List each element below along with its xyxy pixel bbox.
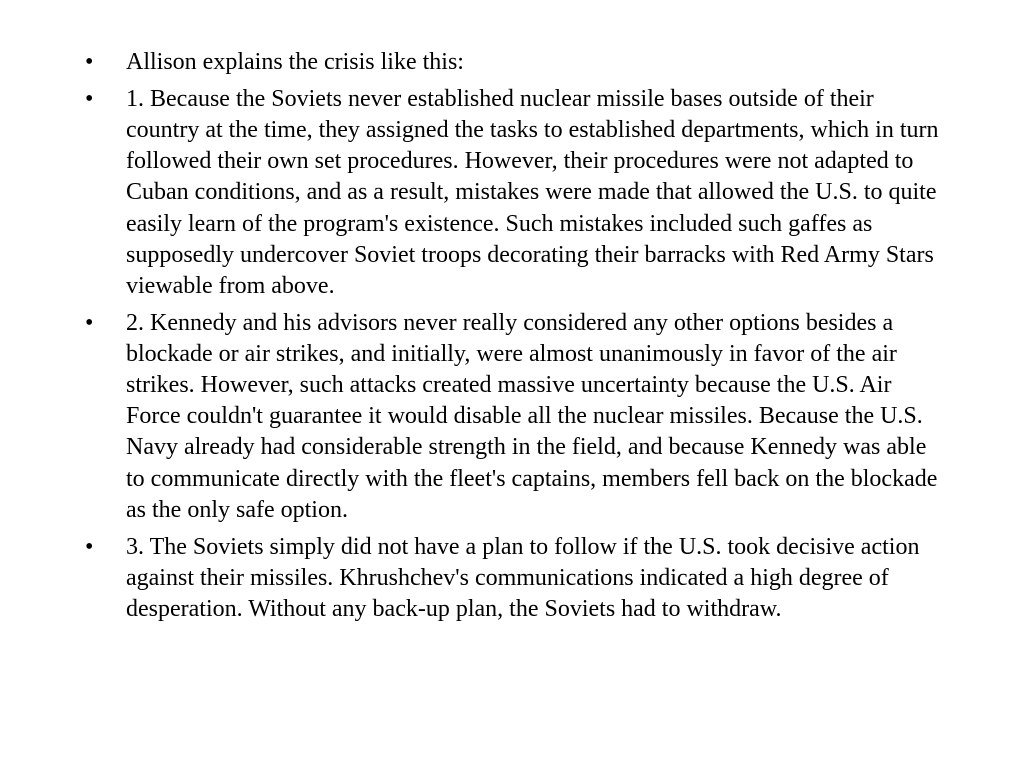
bullet-icon: •	[85, 49, 94, 75]
bullet-text: 3. The Soviets simply did not have a plan to follow if the U.S. took decisive action against their missiles. Khrushchev's communications indicated a high degree of desperation. Without any back-up plan, the Soviets had to withdraw.	[126, 533, 920, 622]
bullet-item-point-1	[85, 84, 940, 302]
bullet-item-point-3	[85, 532, 940, 626]
bullet-text: 2. Kennedy and his advisors never really considered any other options besides a blockade or air strikes, and initially, were almost unanimously in favor of the air strikes. However, such attacks created massive uncertainty because the U.S. Air Force couldn't guarantee it would disable all the nuclear missiles. Because the U.S. Navy already had considerable strength in the field, and because Kennedy was able to communicate directly with the fleet's captains, members fell back on the blockade as the only safe option.	[126, 309, 938, 523]
bullet-icon: •	[85, 85, 94, 112]
bullet-text: Allison explains the crisis like this:	[126, 49, 464, 75]
bullet-text: 1. Because the Soviets never established nuclear missile bases outside of their country at the time, they assigned the tasks to established departments, which in turn followed their own set procedures. However, their procedures were not adapted to Cuban conditions, and as a result, mistakes were made that allowed the U.S. to quite easily learn of the program's existence. Such mistakes included such gaffes as supposedly undercover Soviet troops decorating their barracks with Red Army Stars viewable from above.	[126, 85, 939, 299]
bullet-icon: •	[85, 533, 94, 560]
bullet-item-point-2	[85, 308, 940, 526]
bullet-icon: •	[85, 309, 94, 336]
bullet-item-intro	[85, 47, 940, 78]
bullet-list	[85, 47, 940, 631]
